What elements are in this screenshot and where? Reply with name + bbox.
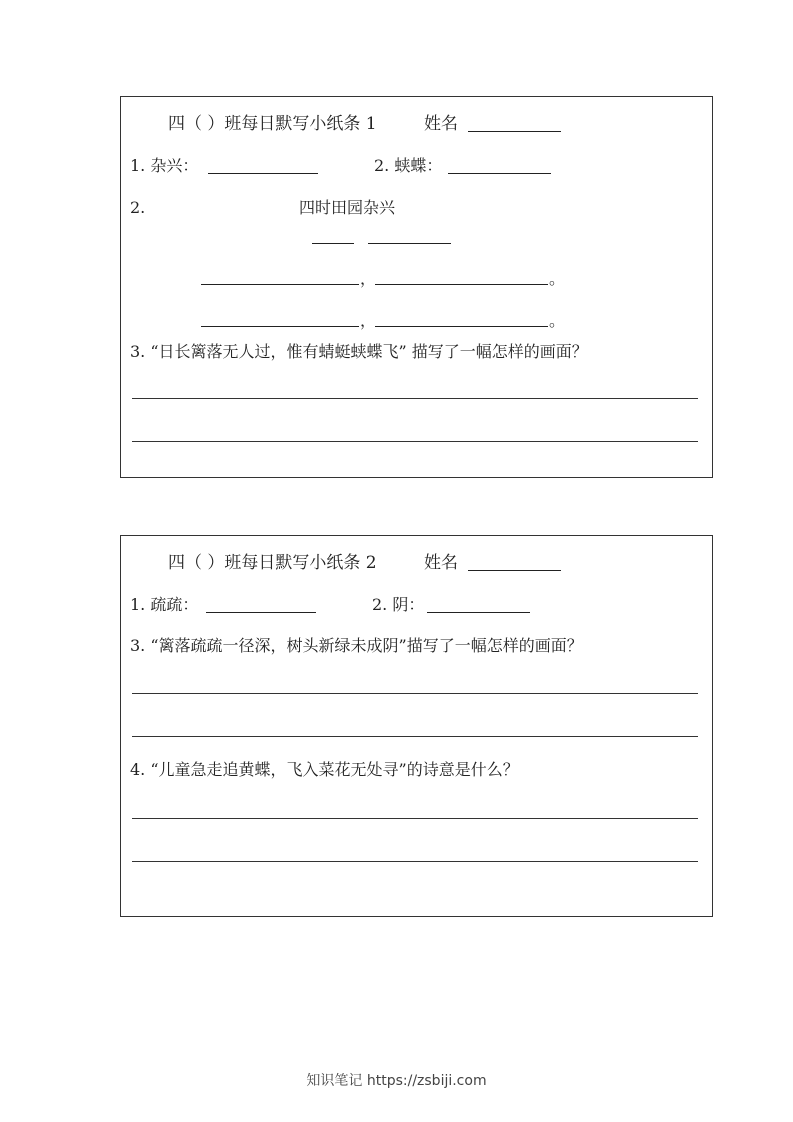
answer-blank-2[interactable] (448, 173, 551, 174)
card-title: 四（ ）班每日默写小纸条 1 (168, 114, 377, 134)
dynasty-blank[interactable] (312, 243, 354, 244)
poem-line-1-blank[interactable] (201, 284, 359, 285)
comma: ， (360, 269, 377, 288)
poem-title: 四时田园杂兴 (299, 198, 396, 217)
dictation-card-2 (120, 535, 713, 917)
answer-line-1[interactable] (132, 398, 698, 399)
question-2-label: 2. 阴： (372, 595, 425, 614)
card-title: 四（ ）班每日默写小纸条 2 (168, 553, 377, 573)
poem-line-4-blank[interactable] (375, 326, 548, 327)
poem-line-2-blank[interactable] (375, 284, 548, 285)
footer-watermark: 知识笔记 https://zsbiji.com (306, 1073, 487, 1089)
poem-line-3-blank[interactable] (201, 326, 359, 327)
answer-blank-2[interactable] (427, 612, 530, 613)
answer-line-4[interactable] (132, 861, 698, 862)
answer-blank-1[interactable] (206, 612, 316, 613)
comma: ， (360, 311, 377, 330)
answer-blank-1[interactable] (208, 173, 318, 174)
name-blank[interactable] (468, 131, 561, 132)
dictation-card-1 (120, 96, 713, 478)
answer-line-2[interactable] (132, 441, 698, 442)
question-3-label: 3. “篱落疏疏一径深，树头新绿未成阴”描写了一幅怎样的画面？ (130, 636, 583, 655)
answer-line-3[interactable] (132, 818, 698, 819)
name-blank[interactable] (468, 570, 561, 571)
question-3-number: 2. (130, 198, 146, 217)
period: 。 (549, 269, 566, 288)
answer-line-2[interactable] (132, 736, 698, 737)
name-label: 姓名 (424, 114, 458, 134)
question-4-label: 4. “儿童急走追黄蝶，飞入菜花无处寻”的诗意是什么？ (130, 760, 519, 779)
question-1-label: 1. 疏疏： (130, 595, 199, 614)
author-blank[interactable] (368, 243, 451, 244)
question-4-label: 3. “日长篱落无人过，惟有蜻蜓蛱蝶飞” 描写了一幅怎样的画面？ (130, 342, 588, 361)
question-1-label: 1. 杂兴： (130, 156, 199, 175)
name-label: 姓名 (424, 553, 458, 573)
answer-line-1[interactable] (132, 693, 698, 694)
question-2-label: 2. 蛱蝶： (374, 156, 443, 175)
period: 。 (549, 311, 566, 330)
